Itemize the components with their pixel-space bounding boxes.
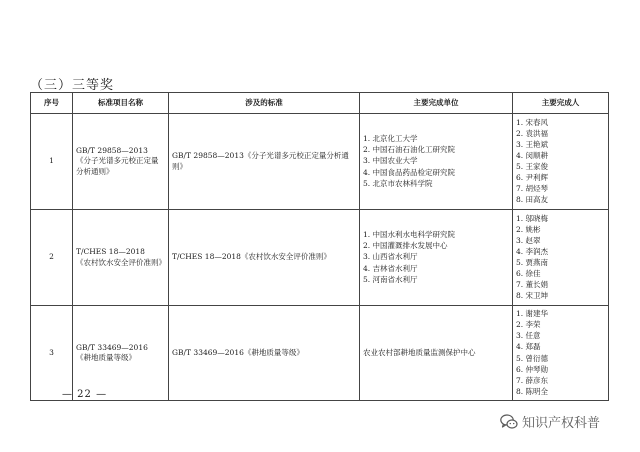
person-item: 7. 胡烃琴 — [516, 184, 549, 194]
row-standard: T/CHES 18—2018《农村饮水安全评价准则》 — [169, 210, 360, 306]
person-item: 7. 薛彦东 — [516, 375, 549, 385]
unit-item: 4. 吉林省水利厅 — [363, 263, 418, 273]
row-project — [73, 210, 169, 306]
unit-item: 5. 河南省水利厅 — [363, 274, 418, 284]
row-units: 农业农村部耕地质量监测保护中心 — [360, 306, 513, 401]
row-units — [360, 210, 513, 306]
project-code: T/CHES 18—2018 — [76, 247, 145, 257]
project-name: 《耕地质量等级》 — [76, 353, 136, 362]
person-item: 1. 邬晓梅 — [516, 213, 549, 223]
person-item: 6. 徐佳 — [516, 269, 541, 279]
person-item: 5. 贾燕南 — [516, 258, 549, 267]
award-table — [30, 92, 609, 401]
unit-item: 3. 山西省水利厅 — [363, 252, 418, 262]
wechat-bubble-icon — [500, 414, 518, 430]
header-seq: 序号 — [31, 93, 73, 114]
table-row — [31, 114, 609, 210]
row-people — [513, 306, 609, 401]
header-people: 主要完成人 — [513, 93, 609, 114]
person-item: 3. 任意 — [516, 331, 541, 341]
row-standard: GB/T 33469—2016《耕地质量等级》 — [169, 306, 360, 401]
unit-item: 2. 中国石油石油化工研究院 — [363, 145, 456, 155]
person-item: 4. 闵顺耕 — [516, 150, 549, 160]
project-code: GB/T 33469—2016 — [76, 342, 148, 352]
person-item: 2. 袁洪福 — [516, 128, 549, 138]
header-std-project: 标准项目名称 — [73, 93, 169, 114]
unit-item: 4. 中国食品药品检定研究院 — [363, 167, 456, 177]
person-item: 1. 宋春风 — [516, 117, 549, 127]
unit-item: 5. 北京市农林科学院 — [363, 178, 433, 188]
person-item: 1. 谢建华 — [516, 309, 549, 318]
unit-item: 1. 中国水利水电科学研究院 — [363, 230, 456, 240]
person-item: 8. 宋卫坤 — [516, 291, 549, 301]
row-seq: 3 — [31, 306, 73, 401]
watermark-text: 知识产权科普 — [522, 416, 601, 431]
person-item: 3. 王艳斌 — [516, 139, 549, 149]
project-name: 《分子光谱多元校正定量分析通则》 — [76, 156, 159, 176]
table-row — [31, 210, 609, 306]
person-item: 7. 董长娟 — [516, 280, 549, 290]
table-header-row — [31, 93, 609, 114]
header-units: 主要完成单位 — [360, 93, 513, 114]
person-item: 6. 仲琴勋 — [516, 364, 549, 374]
page-number: — 22 — — [62, 389, 108, 400]
row-people — [513, 210, 609, 306]
person-item: 2. 李荣 — [516, 320, 541, 330]
person-item: 4. 郑磊 — [516, 342, 541, 352]
header-standards: 涉及的标准 — [169, 93, 360, 114]
person-item: 8. 田高友 — [516, 195, 549, 205]
row-standard: GB/T 29858—2013《分子光谱多元校正定量分析通则》 — [169, 114, 360, 210]
person-item: 2. 姚彬 — [516, 224, 541, 234]
table-row — [31, 306, 609, 401]
unit-item: 1. 北京化工大学 — [363, 134, 418, 144]
watermark — [500, 412, 600, 431]
unit-item: 2. 中国灌溉排水发展中心 — [363, 241, 448, 251]
project-code: GB/T 29858—2013 — [76, 146, 148, 156]
row-people — [513, 114, 609, 210]
unit-item: 3. 中国农业大学 — [363, 156, 418, 166]
section-title: （三）三等奖 — [30, 78, 115, 93]
person-item: 5. 王家俊 — [516, 162, 549, 171]
row-units — [360, 114, 513, 210]
row-project — [73, 114, 169, 210]
row-seq: 2 — [31, 210, 73, 306]
row-seq: 1 — [31, 114, 73, 210]
person-item: 4. 李润杰 — [516, 246, 549, 256]
row-project — [73, 306, 169, 401]
project-name: 《农村饮水安全评价准则》 — [76, 257, 166, 267]
person-item: 5. 曾衍德 — [516, 353, 549, 363]
person-item: 3. 赵翠 — [516, 235, 541, 245]
person-item: 6. 尹利辉 — [516, 173, 549, 183]
person-item: 8. 陈明全 — [516, 386, 549, 396]
